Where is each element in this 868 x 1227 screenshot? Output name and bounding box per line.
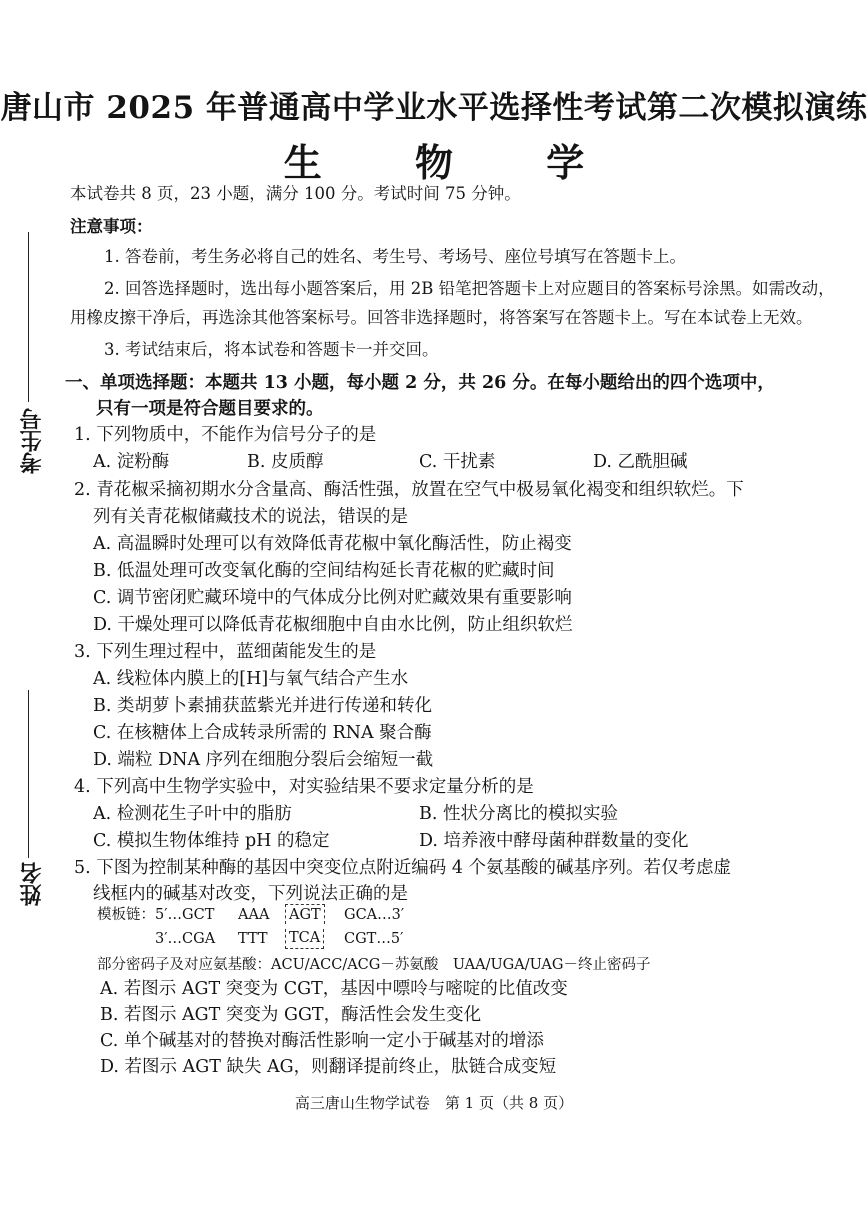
template-strand-end: GCA…3′ <box>344 907 405 923</box>
notice-item-3: 3. 考试结束后，将本试卷和答题卡一并交回。 <box>104 340 439 359</box>
notice-heading: 注意事项： <box>70 217 153 236</box>
notice-item-2b: 用橡皮擦干净后，再选涂其他答案标号。回答非选择题时，将答案写在答题卡上。写在本试卷上无效。 <box>70 308 813 327</box>
q3-option-a: A. 线粒体内膜上的[H]与氧气结合产生水 <box>93 669 409 689</box>
q5-option-c: C. 单个碱基对的替换对酶活性影响一定小于碱基对的增添 <box>100 1031 544 1051</box>
coding-strand-start: 3′…CGA <box>155 931 216 947</box>
name-underline <box>28 690 29 858</box>
q1-stem: 1. 下列物质中，不能作为信号分子的是 <box>74 425 377 445</box>
q2-option-b: B. 低温处理可改变氧化酶的空间结构延长青花椒的贮藏时间 <box>93 561 555 581</box>
coding-strand-end: CGT…5′ <box>344 931 404 947</box>
codon-table-note: 部分密码子及对应氨基酸：ACU/ACC/ACG－苏氨酸 UAA/UGA/UAG－终止密码子 <box>97 957 651 973</box>
q1-option-b: B. 皮质醇 <box>247 452 324 472</box>
q5-option-b: B. 若图示 AGT 突变为 GGT，酶活性会发生变化 <box>100 1005 482 1025</box>
name-label: 姓名 <box>19 862 45 906</box>
q4-option-a: A. 检测花生子叶中的脂肪 <box>93 804 292 824</box>
q5-stem-line1: 5. 下图为控制某种酶的基因中突变位点附近编码 4 个氨基酸的碱基序列。若仅考虑虚 <box>74 858 732 878</box>
section-heading-line1: 一、单项选择题：本题共 13 小题，每小题 2 分，共 26 分。在每小题给出的四个选项中， <box>65 373 775 393</box>
coding-codon-tca-boxed: TCA <box>285 929 324 949</box>
q4-stem: 4. 下列高中生物学实验中，对实验结果不要求定量分析的是 <box>74 777 534 797</box>
section-heading-line2: 只有一项是符合题目要求的。 <box>96 399 324 419</box>
q3-option-c: C. 在核糖体上合成转录所需的 RNA 聚合酶 <box>93 723 432 743</box>
q1-option-c: C. 干扰素 <box>419 452 496 472</box>
q1-option-d: D. 乙酰胆碱 <box>593 452 688 472</box>
coding-codon-ttt: TTT <box>238 931 268 947</box>
q4-option-d: D. 培养液中酵母菌种群数量的变化 <box>419 831 689 851</box>
template-codon-agt-boxed: AGT <box>285 904 325 924</box>
q2-stem-line1: 2. 青花椒采摘初期水分含量高、酶活性强，放置在空气中极易氧化褐变和组织软烂。下 <box>74 480 744 500</box>
q2-option-d: D. 干燥处理可以降低青花椒细胞中自由水比例，防止组织软烂 <box>93 615 573 635</box>
q5-option-d: D. 若图示 AGT 缺失 AG，则翻译提前终止，肽链合成变短 <box>100 1057 557 1077</box>
q4-option-b: B. 性状分离比的模拟实验 <box>419 804 618 824</box>
exam-title: 唐山市 2025 年普通高中学业水平选择性考试第二次模拟演练 <box>0 90 868 126</box>
q3-option-d: D. 端粒 DNA 序列在细胞分裂后会缩短一截 <box>93 750 434 770</box>
q5-option-a: A. 若图示 AGT 突变为 CGT，基因中嘌呤与嘧啶的比值改变 <box>100 979 568 999</box>
q3-stem: 3. 下列生理过程中，蓝细菌能发生的是 <box>74 642 377 662</box>
q1-option-a: A. 淀粉酶 <box>93 452 170 472</box>
exam-intro: 本试卷共 8 页，23 小题，满分 100 分。考试时间 75 分钟。 <box>70 184 521 203</box>
q2-stem-line2: 列有关青花椒储藏技术的说法，错误的是 <box>93 507 408 527</box>
q5-stem-line2: 线框内的碱基对改变，下列说法正确的是 <box>93 884 408 904</box>
exam-no-label: 考生号 <box>19 408 45 474</box>
page-footer: 高三唐山生物学试卷 第 1 页（共 8 页） <box>294 1094 574 1112</box>
template-codon-aaa: AAA <box>238 907 270 923</box>
q4-option-c: C. 模拟生物体维持 pH 的稳定 <box>93 831 330 851</box>
q3-option-b: B. 类胡萝卜素捕获蓝紫光并进行传递和转化 <box>93 696 432 716</box>
subject-title: 生 物 学 <box>283 140 625 185</box>
exam-no-underline <box>28 232 29 402</box>
q2-option-a: A. 高温瞬时处理可以有效降低青花椒中氧化酶活性，防止褐变 <box>93 534 572 554</box>
q2-option-c: C. 调节密闭贮藏环境中的气体成分比例对贮藏效果有重要影响 <box>93 588 572 608</box>
template-strand-label: 模板链：5′…GCT <box>97 907 215 923</box>
notice-item-1: 1. 答卷前，考生务必将自己的姓名、考生号、考场号、座位号填写在答题卡上。 <box>104 247 686 266</box>
notice-item-2a: 2. 回答选择题时，选出每小题答案后，用 2B 铅笔把答题卡上对应题目的答案标号涂黑。如需改动， <box>104 279 835 298</box>
